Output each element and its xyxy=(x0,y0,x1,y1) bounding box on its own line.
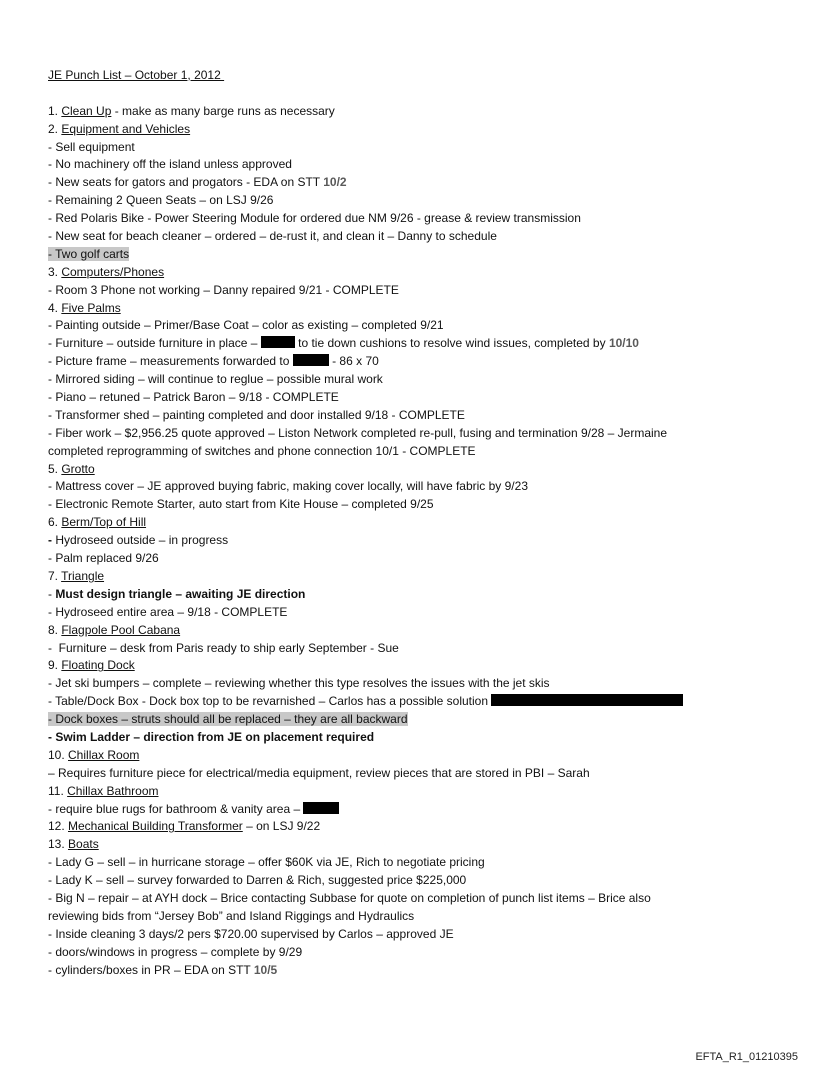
section-heading: Chillax Bathroom xyxy=(67,783,159,798)
list-item: - Mirrored siding – will continue to reglue – possible mural work xyxy=(48,372,383,387)
section-3: 3. Computers/Phones xyxy=(48,264,165,279)
list-item: - Furniture – outside furniture in place – to tie down cushions to resolve wind issues, completed by 10/10 xyxy=(48,336,639,351)
list-item: - Furniture – desk from Paris ready to ship early September - Sue xyxy=(48,640,399,655)
list-item-highlighted: - Two golf carts xyxy=(48,246,130,261)
section-heading: Triangle xyxy=(61,568,105,583)
list-item: - Fiber work – $2,956.25 quote approved – Liston Network completed re-pull, fusing and termination 9/28 – Jermaine xyxy=(48,425,668,440)
due-date: 10/5 xyxy=(253,962,278,977)
list-item: - Palm replaced 9/26 xyxy=(48,551,159,566)
section-1: 1. Clean Up - make as many barge runs as necessary xyxy=(48,103,335,118)
list-item-continuation: completed reprogramming of switches and phone connection 10/1 - COMPLETE xyxy=(48,443,476,458)
section-heading: Computers/Phones xyxy=(61,264,165,279)
list-item: - Remaining 2 Queen Seats – on LSJ 9/26 xyxy=(48,193,274,208)
section-13: 13. Boats xyxy=(48,837,99,852)
list-item: - Hydroseed outside – in progress xyxy=(48,533,229,548)
section-5: 5. Grotto xyxy=(48,461,95,476)
section-heading: Equipment and Vehicles xyxy=(61,121,191,136)
section-heading: Clean Up xyxy=(61,103,112,118)
bates-number: EFTA_R1_01210395 xyxy=(695,1051,798,1063)
list-item: - Red Polaris Bike - Power Steering Module for ordered due NM 9/26 - grease & review transmission xyxy=(48,211,581,226)
section-heading: Mechanical Building Transformer xyxy=(68,819,243,834)
section-heading: Flagpole Pool Cabana xyxy=(61,622,181,637)
section-9: 9. Floating Dock xyxy=(48,658,135,673)
list-item: - Piano – retuned – Patrick Baron – 9/18 - COMPLETE xyxy=(48,390,339,405)
redaction-box xyxy=(303,802,339,814)
redaction-box xyxy=(293,354,329,366)
document-body xyxy=(48,67,768,979)
section-12: 12. Mechanical Building Transformer – on LSJ 9/22 xyxy=(48,819,321,834)
due-date: 10/2 xyxy=(323,175,347,190)
section-heading: Chillax Room xyxy=(68,747,140,762)
redaction-box xyxy=(491,694,683,706)
list-item: - cylinders/boxes in PR – EDA on STT 10/5 xyxy=(48,962,278,977)
list-item: - Table/Dock Box - Dock box top to be revarnished – Carlos has a possible solution xyxy=(48,693,768,711)
list-item: - Big N – repair – at AYH dock – Brice contacting Subbase for quote on completion of punch list items – Brice also xyxy=(48,890,651,905)
section-2: 2. Equipment and Vehicles xyxy=(48,121,191,136)
list-item: - New seats for gators and progators - EDA on STT 10/2 xyxy=(48,175,347,190)
section-heading: Grotto xyxy=(61,461,95,476)
list-item-highlighted: - Dock boxes – struts should all be replaced – they are all backward xyxy=(48,712,408,727)
section-heading: Berm/Top of Hill xyxy=(61,515,147,530)
section-8: 8. Flagpole Pool Cabana xyxy=(48,622,181,637)
list-item: – Requires furniture piece for electrical/media equipment, review pieces that are stored in PBI – Sarah xyxy=(48,765,590,780)
list-item: - Inside cleaning 3 days/2 pers $720.00 supervised by Carlos – approved JE xyxy=(48,926,454,941)
list-item: - doors/windows in progress – complete by 9/29 xyxy=(48,944,303,959)
section-7: 7. Triangle xyxy=(48,568,105,583)
list-item: - Hydroseed entire area – 9/18 - COMPLETE xyxy=(48,604,288,619)
list-item: - Sell equipment xyxy=(48,139,135,154)
section-heading: Boats xyxy=(68,837,99,852)
due-date: 10/10 xyxy=(608,336,639,351)
list-item: - Electronic Remote Starter, auto start from Kite House – completed 9/25 xyxy=(48,497,434,512)
list-item: - require blue rugs for bathroom & vanity area – xyxy=(48,801,768,819)
redaction-box xyxy=(261,336,295,348)
section-heading: Floating Dock xyxy=(61,658,135,673)
list-item: - No machinery off the island unless approved xyxy=(48,157,292,172)
section-4: 4. Five Palms xyxy=(48,300,121,315)
list-item: - Picture frame – measurements forwarded to - 86 x 70 xyxy=(48,354,379,369)
document-title: JE Punch List – October 1, 2012 xyxy=(48,68,225,82)
list-item: - Lady K – sell – survey forwarded to Darren & Rich, suggested price $225,000 xyxy=(48,873,467,888)
section-11: 11. Chillax Bathroom xyxy=(48,783,159,798)
section-heading: Five Palms xyxy=(61,300,121,315)
list-item-bold: - Must design triangle – awaiting JE direction xyxy=(48,586,306,601)
list-item-continuation: reviewing bids from “Jersey Bob” and Island Riggings and Hydraulics xyxy=(48,908,415,923)
list-item: - Mattress cover – JE approved buying fabric, making cover locally, will have fabric by 9/23 xyxy=(48,479,528,494)
list-item: - Painting outside – Primer/Base Coat – color as existing – completed 9/21 xyxy=(48,318,444,333)
section-10: 10. Chillax Room xyxy=(48,747,140,762)
list-item: - Jet ski bumpers – complete – reviewing whether this type resolves the issues with the jet skis xyxy=(48,676,550,691)
list-item: - Lady G – sell – in hurricane storage – offer $60K via JE, Rich to negotiate pricing xyxy=(48,855,485,870)
list-item: - New seat for beach cleaner – ordered – de-rust it, and clean it – Danny to schedule xyxy=(48,229,497,244)
section-6: 6. Berm/Top of Hill xyxy=(48,515,147,530)
list-item: - Room 3 Phone not working – Danny repaired 9/21 - COMPLETE xyxy=(48,282,399,297)
list-item-bold: - Swim Ladder – direction from JE on placement required xyxy=(48,729,375,744)
list-item: - Transformer shed – painting completed and door installed 9/18 - COMPLETE xyxy=(48,407,465,422)
